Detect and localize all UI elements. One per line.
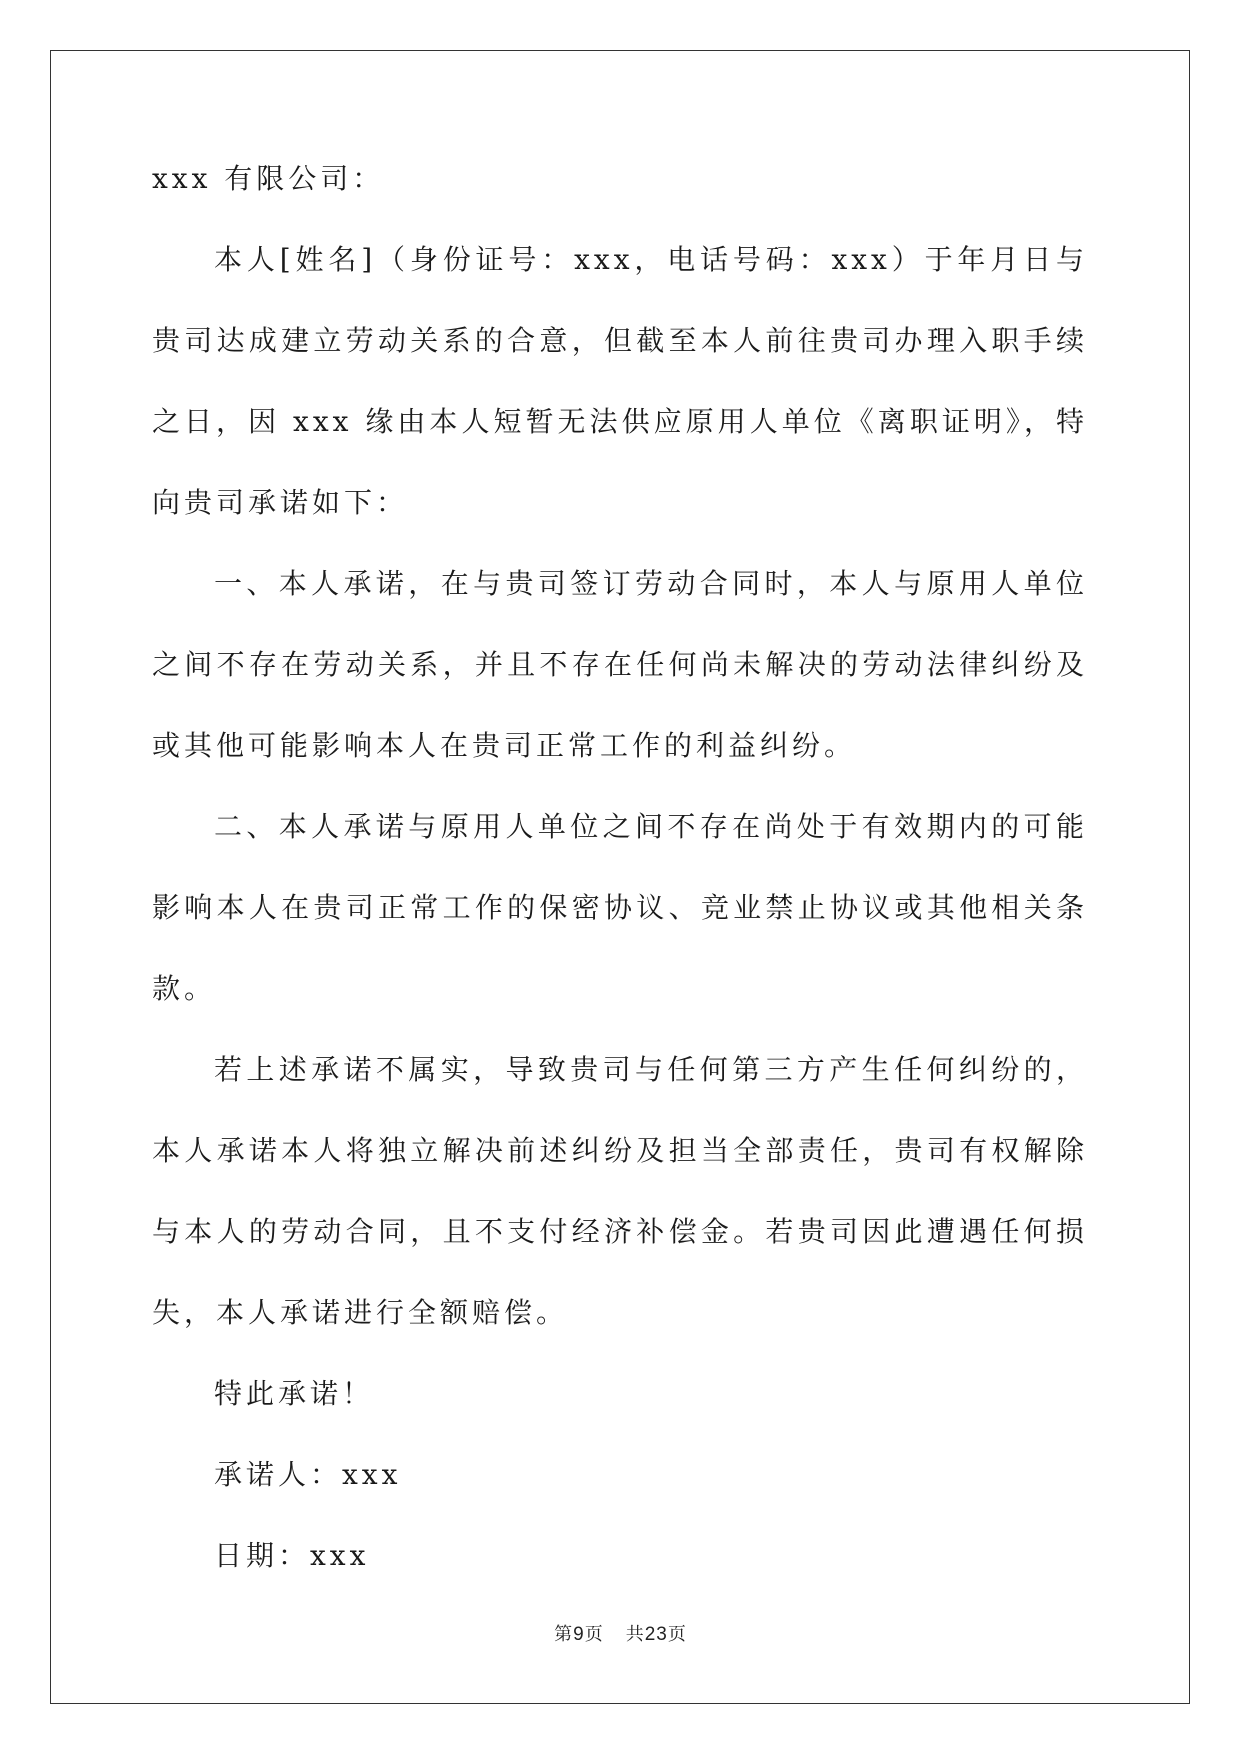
page-number-prefix: 第 xyxy=(554,1624,574,1645)
date-line: 日期：xxx xyxy=(214,1539,370,1572)
paragraph-line: 若上述承诺不属实，导致贵司与任何第三方产生任何纠纷的，本 xyxy=(152,1053,1088,1167)
signatory-line: 承诺人：xxx xyxy=(214,1458,402,1491)
letter-body xyxy=(152,162,1088,1596)
paragraph-clause-one xyxy=(152,543,1088,786)
paragraph-line: 响本人在贵司正常工作的保密协议、竞业禁止协议或其他相关条款。 xyxy=(152,891,1088,1005)
paragraph-line: 二、本人承诺与原用人单位之间不存在尚处于有效期内的可能影 xyxy=(152,810,1088,924)
paragraph-line: 间不存在劳动关系，并且不存在任何尚未解决的劳动法律纠纷及或其 xyxy=(152,648,1088,762)
total-pages-unit: 页 xyxy=(667,1624,687,1645)
total-pages-number: 23 xyxy=(644,1624,668,1645)
letter-greeting: xxx 有限公司： xyxy=(152,162,385,195)
paragraph-line: 人承诺本人将独立解决前述纠纷及担当全部责任，贵司有权解除与本 xyxy=(152,1134,1088,1248)
paragraph-clause-two xyxy=(152,786,1088,1029)
total-pages-prefix: 共 xyxy=(625,1624,645,1645)
paragraph-line: 如下： xyxy=(312,486,409,519)
paragraph-line: 达成建立劳动关系的合意，但截至本人前往贵司办理入职手续之日， xyxy=(152,324,1088,438)
page-footer xyxy=(0,1620,1241,1646)
paragraph-line: 人的劳动合同，且不支付经济补偿金。若贵司因此遭遇任何损失，本 xyxy=(152,1215,1088,1329)
paragraph-intro xyxy=(152,219,1088,543)
paragraph-line: 人承诺进行全额赔偿。 xyxy=(248,1296,569,1329)
page-number-unit: 页 xyxy=(584,1624,604,1645)
paragraph-line: 本人[姓名]（身份证号：xxx，电话号码：xxx）于年月日与贵司 xyxy=(152,243,1088,357)
paragraph-line: 他可能影响本人在贵司正常工作的利益纠纷。 xyxy=(216,729,857,762)
current-page-number: 9 xyxy=(573,1624,585,1645)
closing-statement: 特此承诺！ xyxy=(214,1377,375,1410)
paragraph-liability xyxy=(152,1029,1088,1353)
paragraph-line: 一、本人承诺，在与贵司签订劳动合同时，本人与原用人单位之 xyxy=(152,567,1088,681)
paragraph-line: 因 xxx 缘由本人短暂无法供应原用人单位《离职证明》，特向贵司承诺 xyxy=(152,405,1088,519)
